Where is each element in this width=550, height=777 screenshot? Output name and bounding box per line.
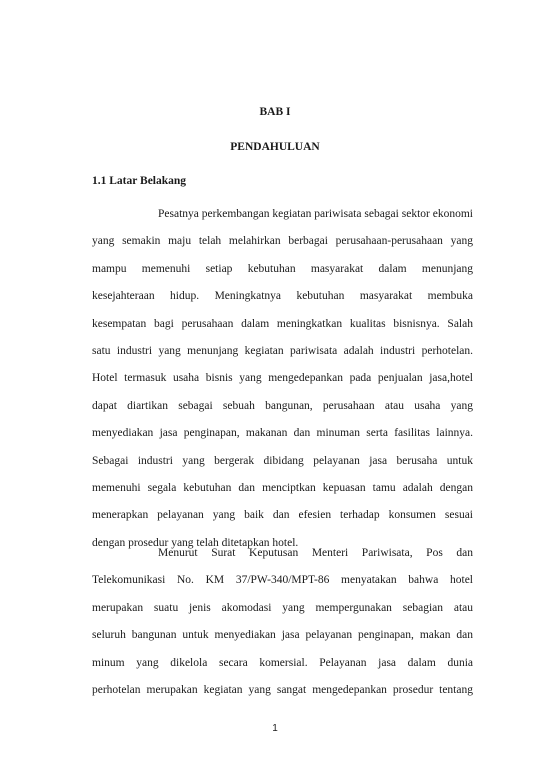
chapter-title: PENDAHULUAN [230, 141, 320, 153]
paragraph-1 [92, 207, 473, 563]
paragraph-line: Telekomunikasi No. KM 37/PW-340/MPT-86 menyatakan bahwa hotel [92, 574, 473, 587]
paragraph-line: mampu memenuhi setiap kebutuhan masyarakat dalam menunjang [92, 262, 473, 275]
paragraph-line: perhotelan merupakan kegiatan yang sangat mengedepankan prosedur tentang [92, 683, 473, 696]
paragraph-line: Menurut Surat Keputusan Menteri Pariwisata, Pos dan [158, 547, 473, 559]
paragraph-line: dengan prosedur yang telah ditetapkan hotel. [92, 536, 299, 549]
paragraph-line: minum yang dikelola secara komersial. Pelayanan jasa dalam dunia [92, 656, 473, 669]
paragraph-line: menerapkan pelayanan yang baik dan efesien terhadap konsumen sesuai [92, 509, 473, 522]
paragraph-line: merupakan suatu jenis akomodasi yang mempergunakan sebagian atau [92, 601, 473, 614]
paragraph-line: menyediakan jasa penginapan, makanan dan minuman serta fasilitas lainnya. [92, 427, 473, 440]
paragraph-2 [92, 546, 473, 710]
page-number: 1 [272, 723, 278, 734]
chapter-label: BAB I [259, 106, 291, 118]
paragraph-line: memenuhi segala kebutuhan dan menciptkan kepuasan tamu adalah dengan [92, 481, 473, 494]
paragraph-line: seluruh bangunan untuk menyediakan jasa pelayanan penginapan, makan dan [92, 629, 473, 642]
paragraph-line: Pesatnya perkembangan kegiatan pariwisata sebagai sektor ekonomi [158, 208, 473, 220]
paragraph-line: kesejahteraan hidup. Meningkatnya kebutuhan masyarakat membuka [92, 290, 473, 303]
paragraph-line: dapat diartikan sebagai sebuah bangunan, perusahaan atau usaha yang [92, 399, 473, 412]
paragraph-line: Sebagai industri yang bergerak dibidang pelayanan jasa berusaha untuk [92, 454, 473, 467]
paragraph-line: satu industri yang menunjang kegiatan pariwisata adalah industri perhotelan. [92, 344, 473, 357]
paragraph-line: kesempatan bagi perusahaan dalam meningkatkan kualitas bisnisnya. Salah [92, 317, 473, 330]
paragraph-line: yang semakin maju telah melahirkan berbagai perusahaan-perusahaan yang [92, 235, 473, 248]
paragraph-line: Hotel termasuk usaha bisnis yang mengedepankan pada penjualan jasa,hotel [92, 372, 473, 385]
section-heading: 1.1 Latar Belakang [92, 175, 187, 187]
